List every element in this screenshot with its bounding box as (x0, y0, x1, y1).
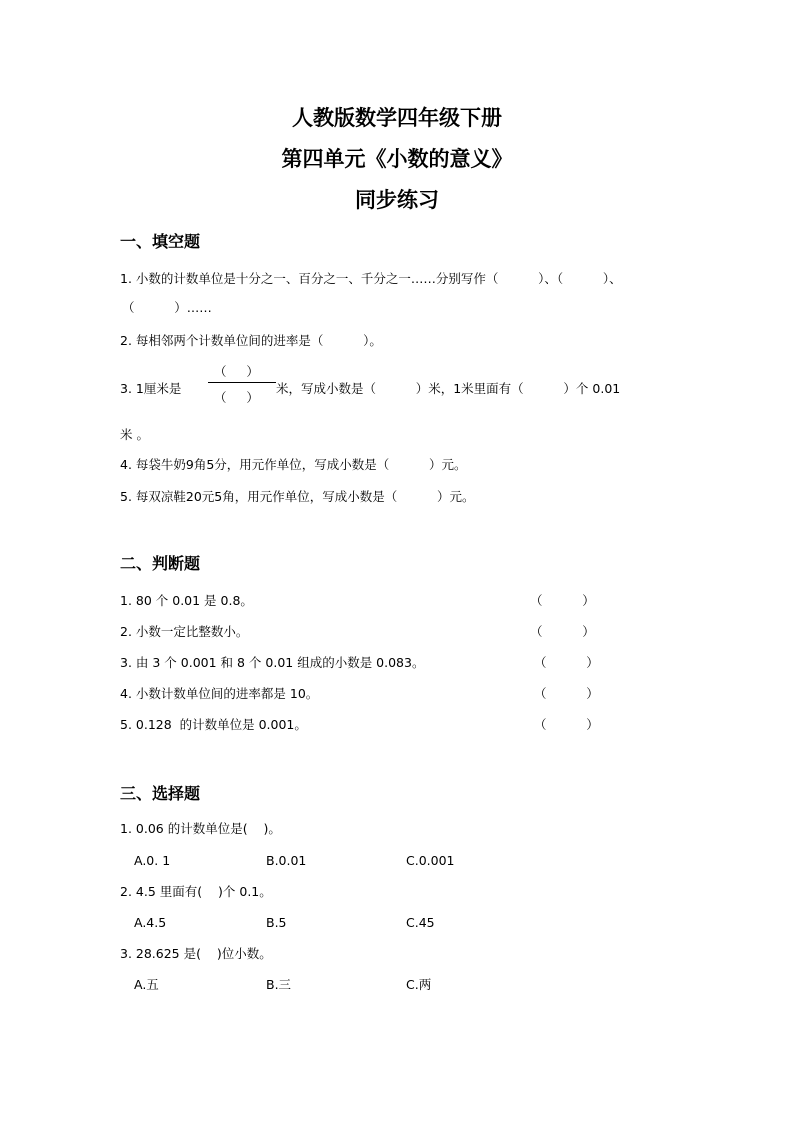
section-heading-true-false: 二、判断题 (120, 554, 201, 573)
choice-1-option-c: C.0.001 (406, 853, 455, 868)
judge-item-2: 2. 小数一定比整数小。 (120, 624, 249, 639)
choice-1-option-b: B.0.01 (266, 853, 307, 868)
question-1-3-rest: 米，写成小数是（ ）米，1米里面有（ ）个 0.01 (276, 381, 621, 396)
title-line-1: 人教版数学四年级下册 (292, 105, 502, 130)
judge-blank-4: （ ） (534, 686, 599, 701)
choice-3-option-c: C.两 (406, 977, 432, 992)
judge-blank-2: （ ） (530, 624, 595, 639)
choice-question-3: 3. 28.625 是( )位小数。 (120, 946, 272, 961)
judge-blank-1: （ ） (530, 593, 595, 608)
fraction-denominator: （ ） (214, 390, 259, 405)
judge-item-4: 4. 小数计数单位间的进率都是 10。 (120, 686, 319, 701)
question-1-1: 1. 小数的计数单位是十分之一、百分之一、千分之一……分别写作（ ）、（ ）、 (120, 271, 622, 286)
choice-3-option-b: B.三 (266, 977, 292, 992)
section-heading-multiple-choice: 三、选择题 (120, 784, 201, 803)
question-1-3: 3. 1厘米是 (120, 381, 182, 396)
question-1-5: 5. 每双凉鞋20元5角，用元作单位，写成小数是（ ）元。 (120, 489, 475, 504)
fraction-numerator: （ ） (214, 364, 259, 379)
choice-question-2: 2. 4.5 里面有( )个 0.1。 (120, 884, 272, 899)
question-1-3-cont: 米 。 (120, 427, 149, 442)
judge-blank-5: （ ） (534, 717, 599, 732)
title-line-3: 同步练习 (355, 187, 439, 212)
fraction-bar (208, 382, 276, 383)
question-1-2: 2. 每相邻两个计数单位间的进率是（ ）。 (120, 333, 382, 348)
section-heading-fill-in: 一、填空题 (120, 232, 201, 251)
choice-1-option-a: A.0. 1 (134, 853, 171, 868)
choice-2-option-c: C.45 (406, 915, 435, 930)
choice-2-option-b: B.5 (266, 915, 287, 930)
question-1-1-cont: （ ）…… (122, 300, 212, 315)
question-1-4: 4. 每袋牛奶9角5分，用元作单位，写成小数是（ ）元。 (120, 457, 467, 472)
choice-question-1: 1. 0.06 的计数单位是( )。 (120, 821, 281, 836)
judge-blank-3: （ ） (534, 655, 599, 670)
choice-2-option-a: A.4.5 (134, 915, 167, 930)
choice-3-option-a: A.五 (134, 977, 159, 992)
judge-item-3: 3. 由 3 个 0.001 和 8 个 0.01 组成的小数是 0.083。 (120, 655, 425, 670)
title-line-2: 第四单元《小数的意义》 (281, 146, 513, 171)
judge-item-1: 1. 80 个 0.01 是 0.8。 (120, 593, 253, 608)
judge-item-5: 5. 0.128 的计数单位是 0.001。 (120, 717, 307, 732)
